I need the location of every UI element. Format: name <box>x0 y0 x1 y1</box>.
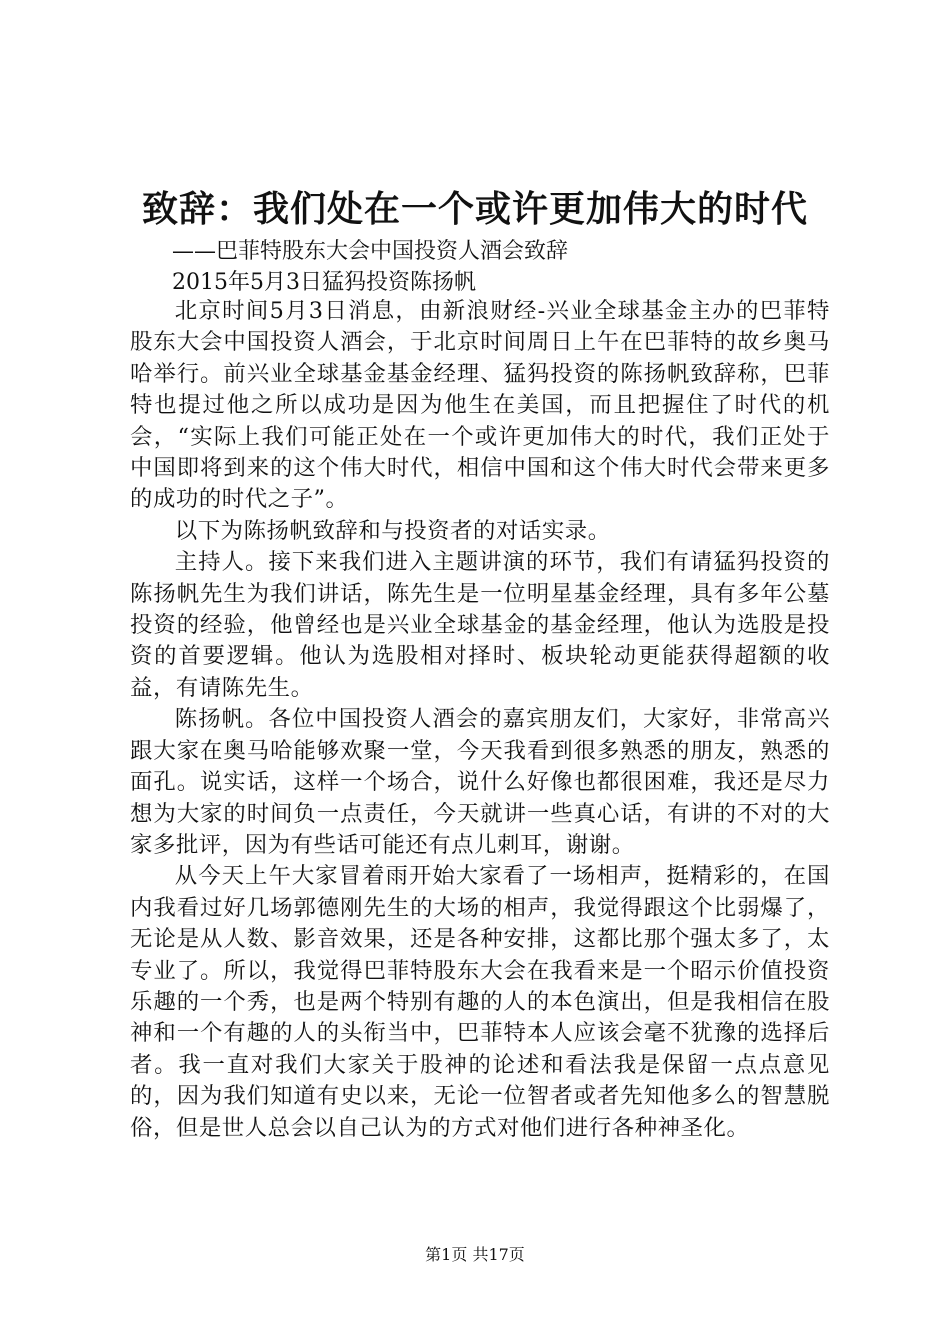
paragraph: 北京时间5月3日消息，由新浪财经-兴业全球基金主办的巴菲特股东大会中国投资人酒会，于北京时间周日上午在巴菲特的故乡奥马哈举行。前兴业全球基金基金经理、猛犸投资的陈扬帆致辞称，巴菲特也提过他之所以成功是因为他生在美国，而且把握住了时代的机会，“实际上我们可能正处在一个或许更加伟大的时代，我们正处于中国即将到来的这个伟大时代，相信中国和这个伟大时代会带来更多的成功的时代之子”。 <box>130 298 830 513</box>
paragraph: 主持人。接下来我们进入主题讲演的环节，我们有请猛犸投资的陈扬帆先生为我们讲话，陈先生是一位明星基金经理，具有多年公墓投资的经验，他曾经也是兴业全球基金的基金经理，他认为选股是投资的首要逻辑。他认为选股相对择时、板块轮动更能获得超额的收益，有请陈先生。 <box>130 549 830 701</box>
document-byline: 2015年5月3日猛犸投资陈扬帆 <box>172 270 476 295</box>
document-title: 致辞：我们处在一个或许更加伟大的时代 <box>141 188 808 230</box>
document-body <box>130 296 830 1144</box>
paragraph: 以下为陈扬帆致辞和与投资者的对话实录。 <box>174 517 611 544</box>
paragraph: 陈扬帆。各位中国投资人酒会的嘉宾朋友们，大家好，非常高兴跟大家在奥马哈能够欢聚一堂，今天我看到很多熟悉的朋友，熟悉的面孔。说实话，这样一个场合，说什么好像也都很困难，我还是尽力想为大家的时间负一点责任，今天就讲一些真心话，有讲的不对的大家多批评，因为有些话可能还有点儿刺耳，谢谢。 <box>130 706 830 858</box>
document-subtitle: ——巴菲特股东大会中国投资人酒会致辞 <box>172 239 569 264</box>
page-number: 第1页 共17页 <box>425 1245 525 1264</box>
paragraph: 从今天上午大家冒着雨开始大家看了一场相声，挺精彩的，在国内我看过好几场郭德刚先生的大场的相声，我觉得跟这个比弱爆了，无论是从人数、影音效果，还是各种安排，这都比那个强太多了，太专业了。所以，我觉得巴菲特股东大会在我看来是一个昭示价值投资乐趣的一个秀，也是两个特别有趣的人的本色演出，但是我相信在股神和一个有趣的人的头衔当中，巴菲特本人应该会毫不犹豫的选择后者。我一直对我们大家关于股神的论述和看法我是保留一点点意见的，因为我们知道有史以来，无论一位智者或者先知他多么的智慧脱俗，但是世人总会以自己认为的方式对他们进行各种神圣化。 <box>130 863 830 1141</box>
